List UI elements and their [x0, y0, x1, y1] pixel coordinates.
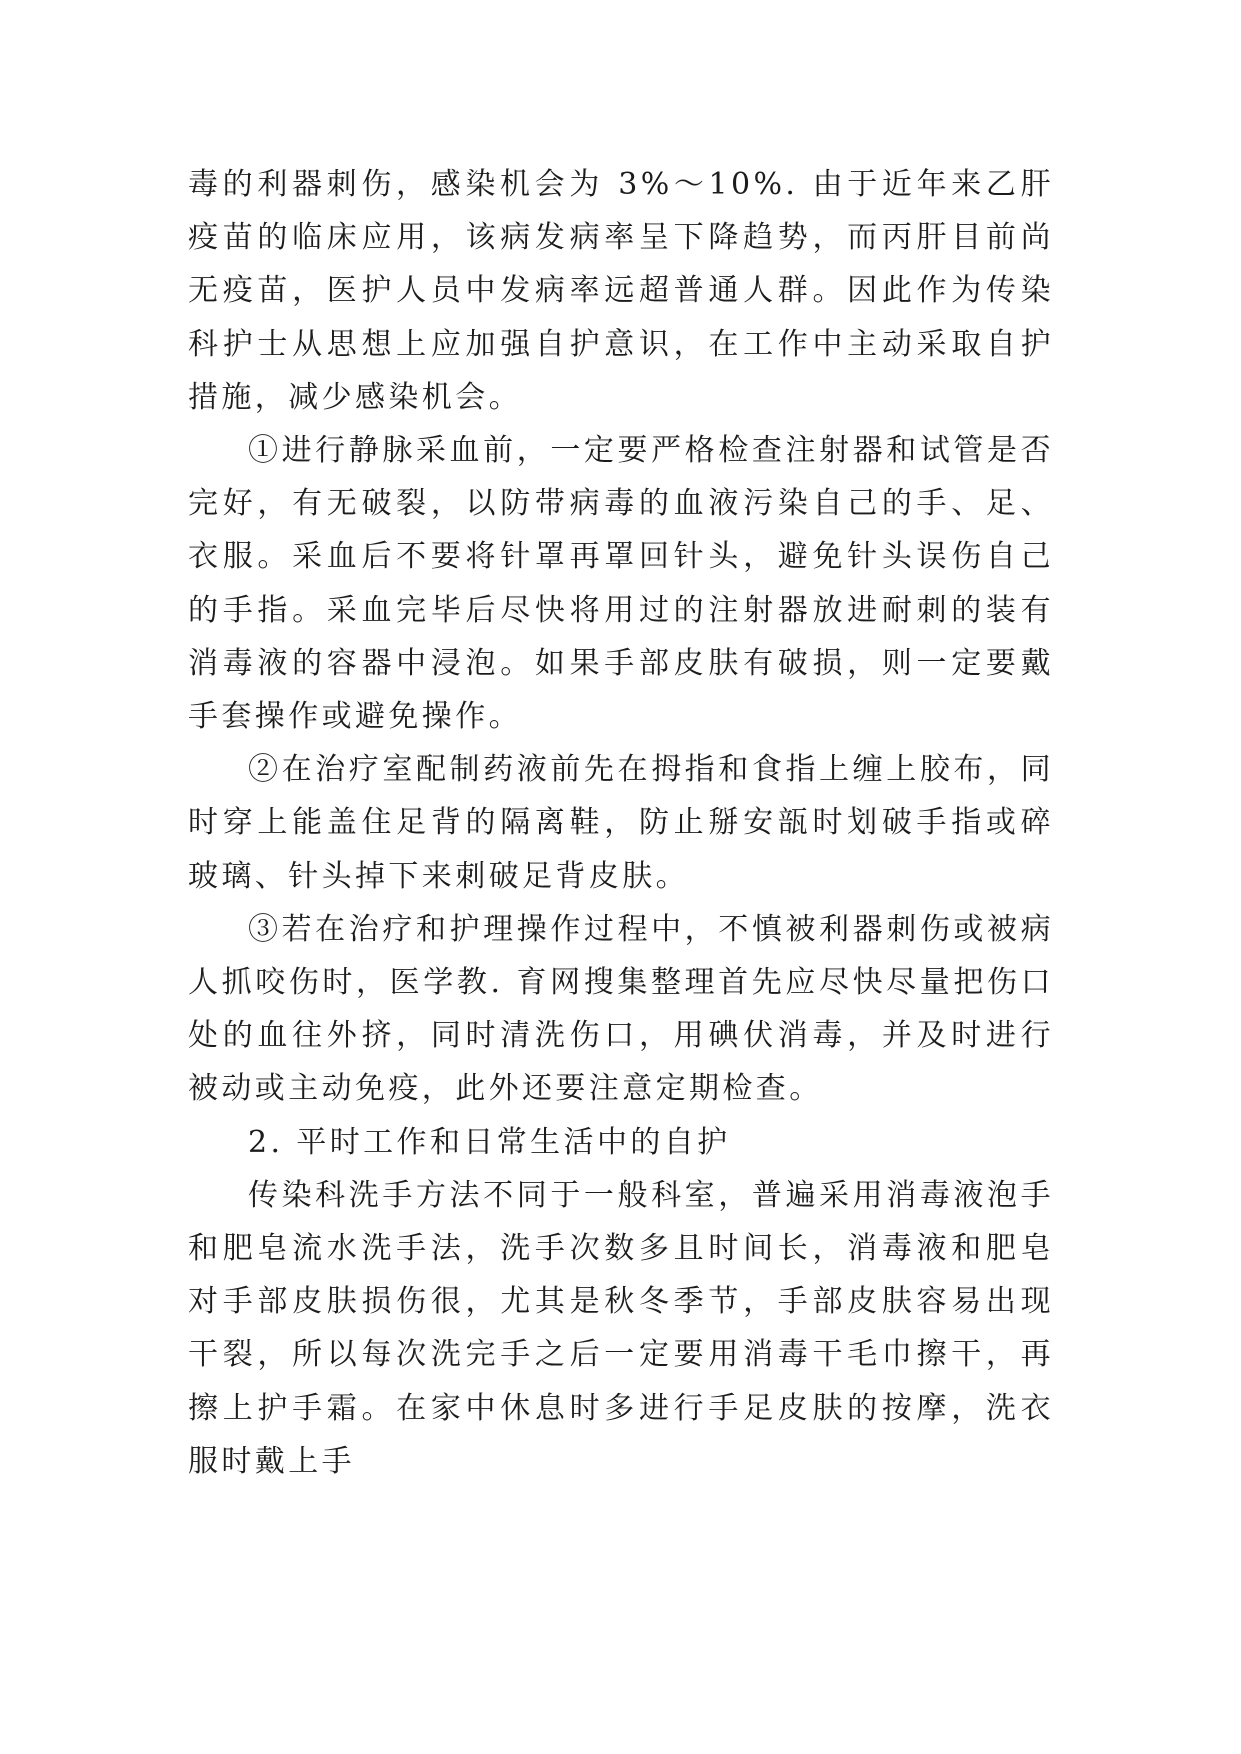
document-body [188, 158, 1054, 1488]
paragraph-continuation: 毒的利器刺伤，感染机会为 3%～10%. 由于近年来乙肝疫苗的临床应用，该病发病率呈下降趋势，而丙肝目前尚无疫苗，医护人员中发病率远超普通人群。因此作为传染科护士从思想上应加强自护意识，在工作中主动采取自护措施，减少感染机会。 [188, 167, 1054, 415]
paragraph-handwashing: 传染科洗手方法不同于一般科室，普遍采用消毒液泡手和肥皂流水洗手法，洗手次数多且时间长，消毒液和肥皂对手部皮肤损伤很，尤其是秋冬季节，手部皮肤容易出现干裂，所以每次洗完手之后一定要用消毒干毛巾擦干，再擦上护手霜。在家中休息时多进行手足皮肤的按摩，洗衣服时戴上手 [188, 1177, 1054, 1479]
paragraph-item-2: ②在治疗室配制药液前先在拇指和食指上缠上胶布，同时穿上能盖住足背的隔离鞋，防止掰安瓿时划破手指或碎玻璃、针头掉下来刺破足背皮肤。 [188, 752, 1054, 894]
paragraph-item-1: ①进行静脉采血前，一定要严格检查注射器和试管是否完好，有无破裂，以防带病毒的血液污染自己的手、足、衣服。采血后不要将针罩再罩回针头，避免针头误伤自己的手指。采血完毕后尽快将用过的注射器放进耐刺的装有消毒液的容器中浸泡。如果手部皮肤有破损，则一定要戴手套操作或避免操作。 [188, 433, 1054, 735]
section-heading: 2. 平时工作和日常生活中的自护 [248, 1124, 731, 1160]
paragraph-item-3: ③若在治疗和护理操作过程中，不慎被利器刺伤或被病人抓咬伤时，医学教. 育网搜集整理首先应尽快尽量把伤口处的血往外挤，同时清洗伤口，用碘伏消毒，并及时进行被动或主动免疫，此外还要注意定期检查。 [188, 911, 1054, 1107]
